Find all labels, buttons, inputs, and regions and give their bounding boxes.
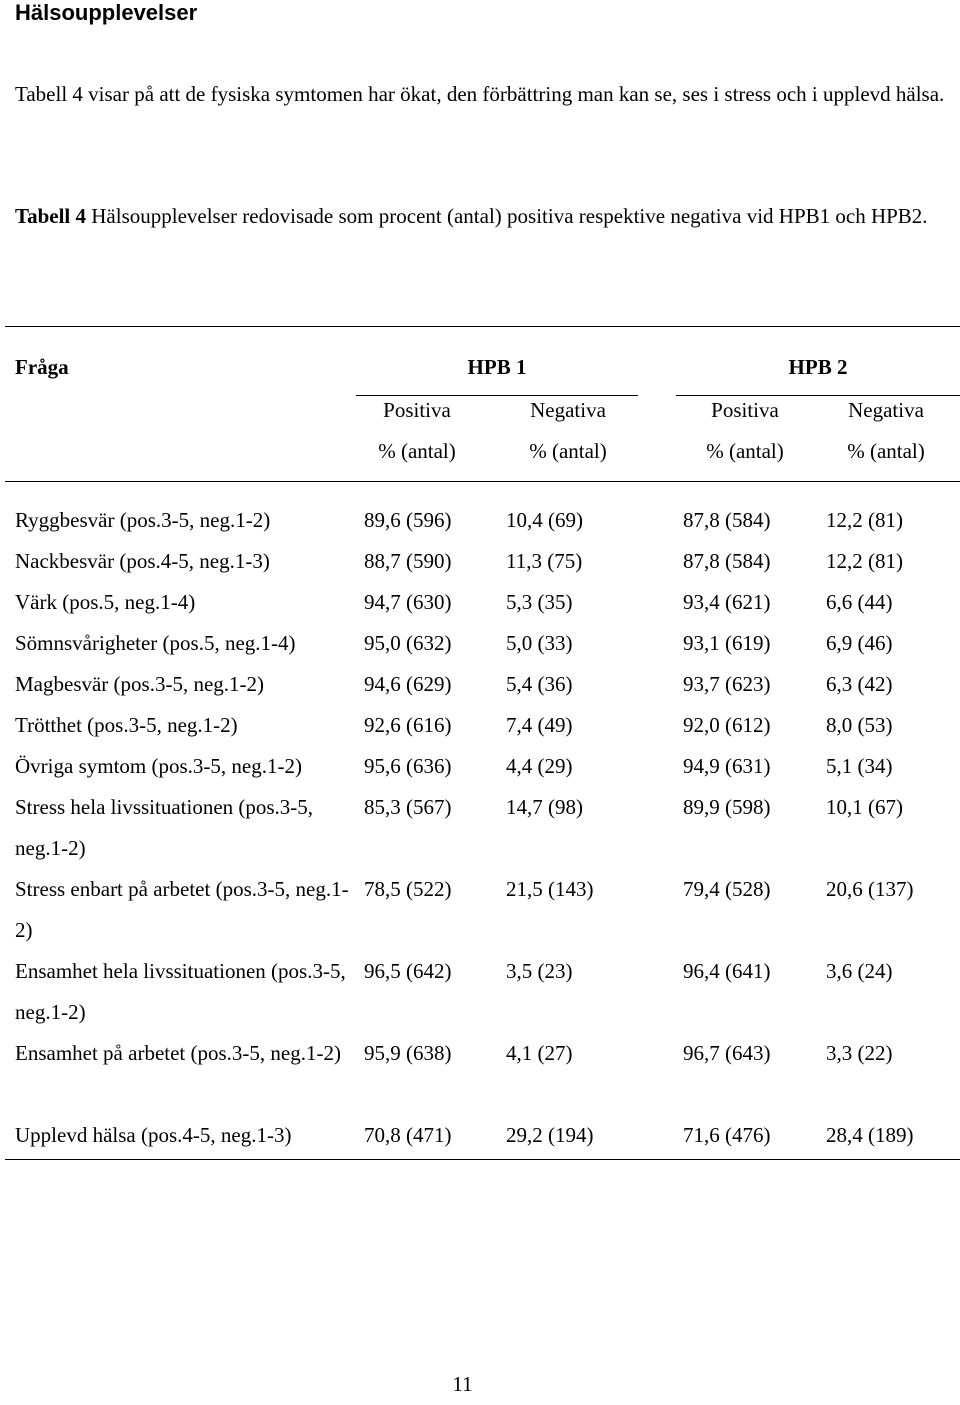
cell-hpb2-positiva: 94,9 (631) — [683, 754, 771, 778]
cell-hpb2-positiva: 96,7 (643) — [683, 1041, 771, 1065]
cell-hpb2-negativa: 6,6 (44) — [826, 590, 893, 614]
row-label: Stress enbart på arbetet (pos.3-5, neg.1-2) — [15, 877, 349, 942]
cell-hpb2-negativa: 12,2 (81) — [826, 508, 903, 532]
cell-hpb2-positiva: 89,9 (598) — [683, 795, 771, 819]
cell-hpb1-negativa: 14,7 (98) — [506, 795, 583, 819]
table-top-rule — [5, 326, 960, 327]
sub-header-hpb2-negativa: Negativa — [848, 398, 924, 422]
section-heading: Hälsoupplevelser — [15, 0, 198, 25]
cell-hpb1-positiva: 94,6 (629) — [364, 672, 452, 696]
cell-hpb1-negativa: 5,0 (33) — [506, 631, 573, 655]
row-label: Övriga symtom (pos.3-5, neg.1-2) — [15, 754, 302, 778]
cell-hpb2-positiva: 87,8 (584) — [683, 508, 771, 532]
row-label: Ensamhet på arbetet (pos.3-5, neg.1-2) — [15, 1041, 341, 1065]
header-bottom-rule — [5, 481, 960, 482]
cell-hpb2-negativa: 8,0 (53) — [826, 713, 893, 737]
row-label: Stress hela livssituationen (pos.3-5, neg.1-2) — [15, 795, 314, 860]
sub-header-hpb1-positiva: Positiva — [383, 398, 451, 422]
cell-hpb2-positiva: 87,8 (584) — [683, 549, 771, 573]
cell-hpb1-negativa: 5,3 (35) — [506, 590, 573, 614]
cell-hpb1-positiva: 85,3 (567) — [364, 795, 452, 819]
sub-header-hpb1-negativa: Negativa — [530, 398, 606, 422]
cell-hpb2-positiva: 93,4 (621) — [683, 590, 771, 614]
cell-hpb2-negativa: 28,4 (189) — [826, 1123, 914, 1147]
row-label: Nackbesvär (pos.4-5, neg.1-3) — [15, 549, 270, 573]
question-header: Fråga — [15, 355, 69, 379]
cell-hpb2-positiva: 93,1 (619) — [683, 631, 771, 655]
unit-header-1: % (antal) — [378, 439, 456, 463]
cell-hpb1-positiva: 94,7 (630) — [364, 590, 452, 614]
unit-header-3: % (antal) — [706, 439, 784, 463]
cell-hpb2-negativa: 10,1 (67) — [826, 795, 903, 819]
sub-header-hpb2-positiva: Positiva — [711, 398, 779, 422]
cell-hpb1-negativa: 10,4 (69) — [506, 508, 583, 532]
cell-hpb1-negativa: 7,4 (49) — [506, 713, 573, 737]
cell-hpb1-negativa: 5,4 (36) — [506, 672, 573, 696]
cell-hpb2-negativa: 3,6 (24) — [826, 959, 893, 983]
row-label: Ryggbesvär (pos.3-5, neg.1-2) — [15, 508, 271, 532]
cell-hpb1-negativa: 11,3 (75) — [506, 549, 583, 573]
intro-paragraph: Tabell 4 visar på att de fysiska symtomen har ökat, den förbättring man kan se, ses i stress och i upplevd hälsa. — [15, 82, 945, 106]
cell-hpb1-negativa: 29,2 (194) — [506, 1123, 594, 1147]
cell-hpb2-negativa: 3,3 (22) — [826, 1041, 893, 1065]
cell-hpb1-positiva: 78,5 (522) — [364, 877, 452, 901]
caption-text: Hälsoupplevelser redovisade som procent (antal) positiva respektive negativa vid HPB1 och HPB2. — [86, 204, 928, 228]
cell-hpb2-positiva: 96,4 (641) — [683, 959, 771, 983]
cell-hpb2-negativa: 20,6 (137) — [826, 877, 914, 901]
cell-hpb1-negativa: 4,1 (27) — [506, 1041, 573, 1065]
cell-hpb1-positiva: 95,6 (636) — [364, 754, 452, 778]
cell-hpb1-positiva: 95,0 (632) — [364, 631, 452, 655]
cell-hpb1-positiva: 96,5 (642) — [364, 959, 452, 983]
row-label: Sömnsvårigheter (pos.5, neg.1-4) — [15, 631, 296, 655]
row-label: Magbesvär (pos.3-5, neg.1-2) — [15, 672, 265, 696]
group-header-hpb1: HPB 1 — [467, 355, 527, 379]
cell-hpb2-positiva: 71,6 (476) — [683, 1123, 771, 1147]
cell-hpb2-negativa: 6,9 (46) — [826, 631, 893, 655]
cell-hpb1-negativa: 3,5 (23) — [506, 959, 573, 983]
cell-hpb1-positiva: 89,6 (596) — [364, 508, 452, 532]
row-label: Upplevd hälsa (pos.4-5, neg.1-3) — [15, 1123, 292, 1147]
unit-header-4: % (antal) — [847, 439, 925, 463]
cell-hpb2-negativa: 5,1 (34) — [826, 754, 893, 778]
cell-hpb2-positiva: 92,0 (612) — [683, 713, 771, 737]
page-number: 11 — [452, 1372, 473, 1396]
row-label: Ensamhet hela livssituationen (pos.3-5, neg.1-2) — [15, 959, 346, 1024]
cell-hpb2-positiva: 79,4 (528) — [683, 877, 771, 901]
cell-hpb1-negativa: 21,5 (143) — [506, 877, 594, 901]
caption-label: Tabell 4 — [15, 204, 86, 228]
cell-hpb2-positiva: 93,7 (623) — [683, 672, 771, 696]
unit-header-2: % (antal) — [529, 439, 607, 463]
cell-hpb2-negativa: 6,3 (42) — [826, 672, 893, 696]
table-bottom-rule — [5, 1159, 960, 1160]
cell-hpb2-negativa: 12,2 (81) — [826, 549, 903, 573]
row-label: Trötthet (pos.3-5, neg.1-2) — [15, 713, 238, 737]
table-caption — [15, 196, 945, 237]
cell-hpb1-positiva: 95,9 (638) — [364, 1041, 452, 1065]
cell-hpb1-positiva: 92,6 (616) — [364, 713, 452, 737]
cell-hpb1-positiva: 70,8 (471) — [364, 1123, 452, 1147]
cell-hpb1-positiva: 88,7 (590) — [364, 549, 452, 573]
cell-hpb1-negativa: 4,4 (29) — [506, 754, 573, 778]
row-label: Värk (pos.5, neg.1-4) — [15, 590, 196, 614]
group-header-hpb2: HPB 2 — [788, 355, 848, 379]
